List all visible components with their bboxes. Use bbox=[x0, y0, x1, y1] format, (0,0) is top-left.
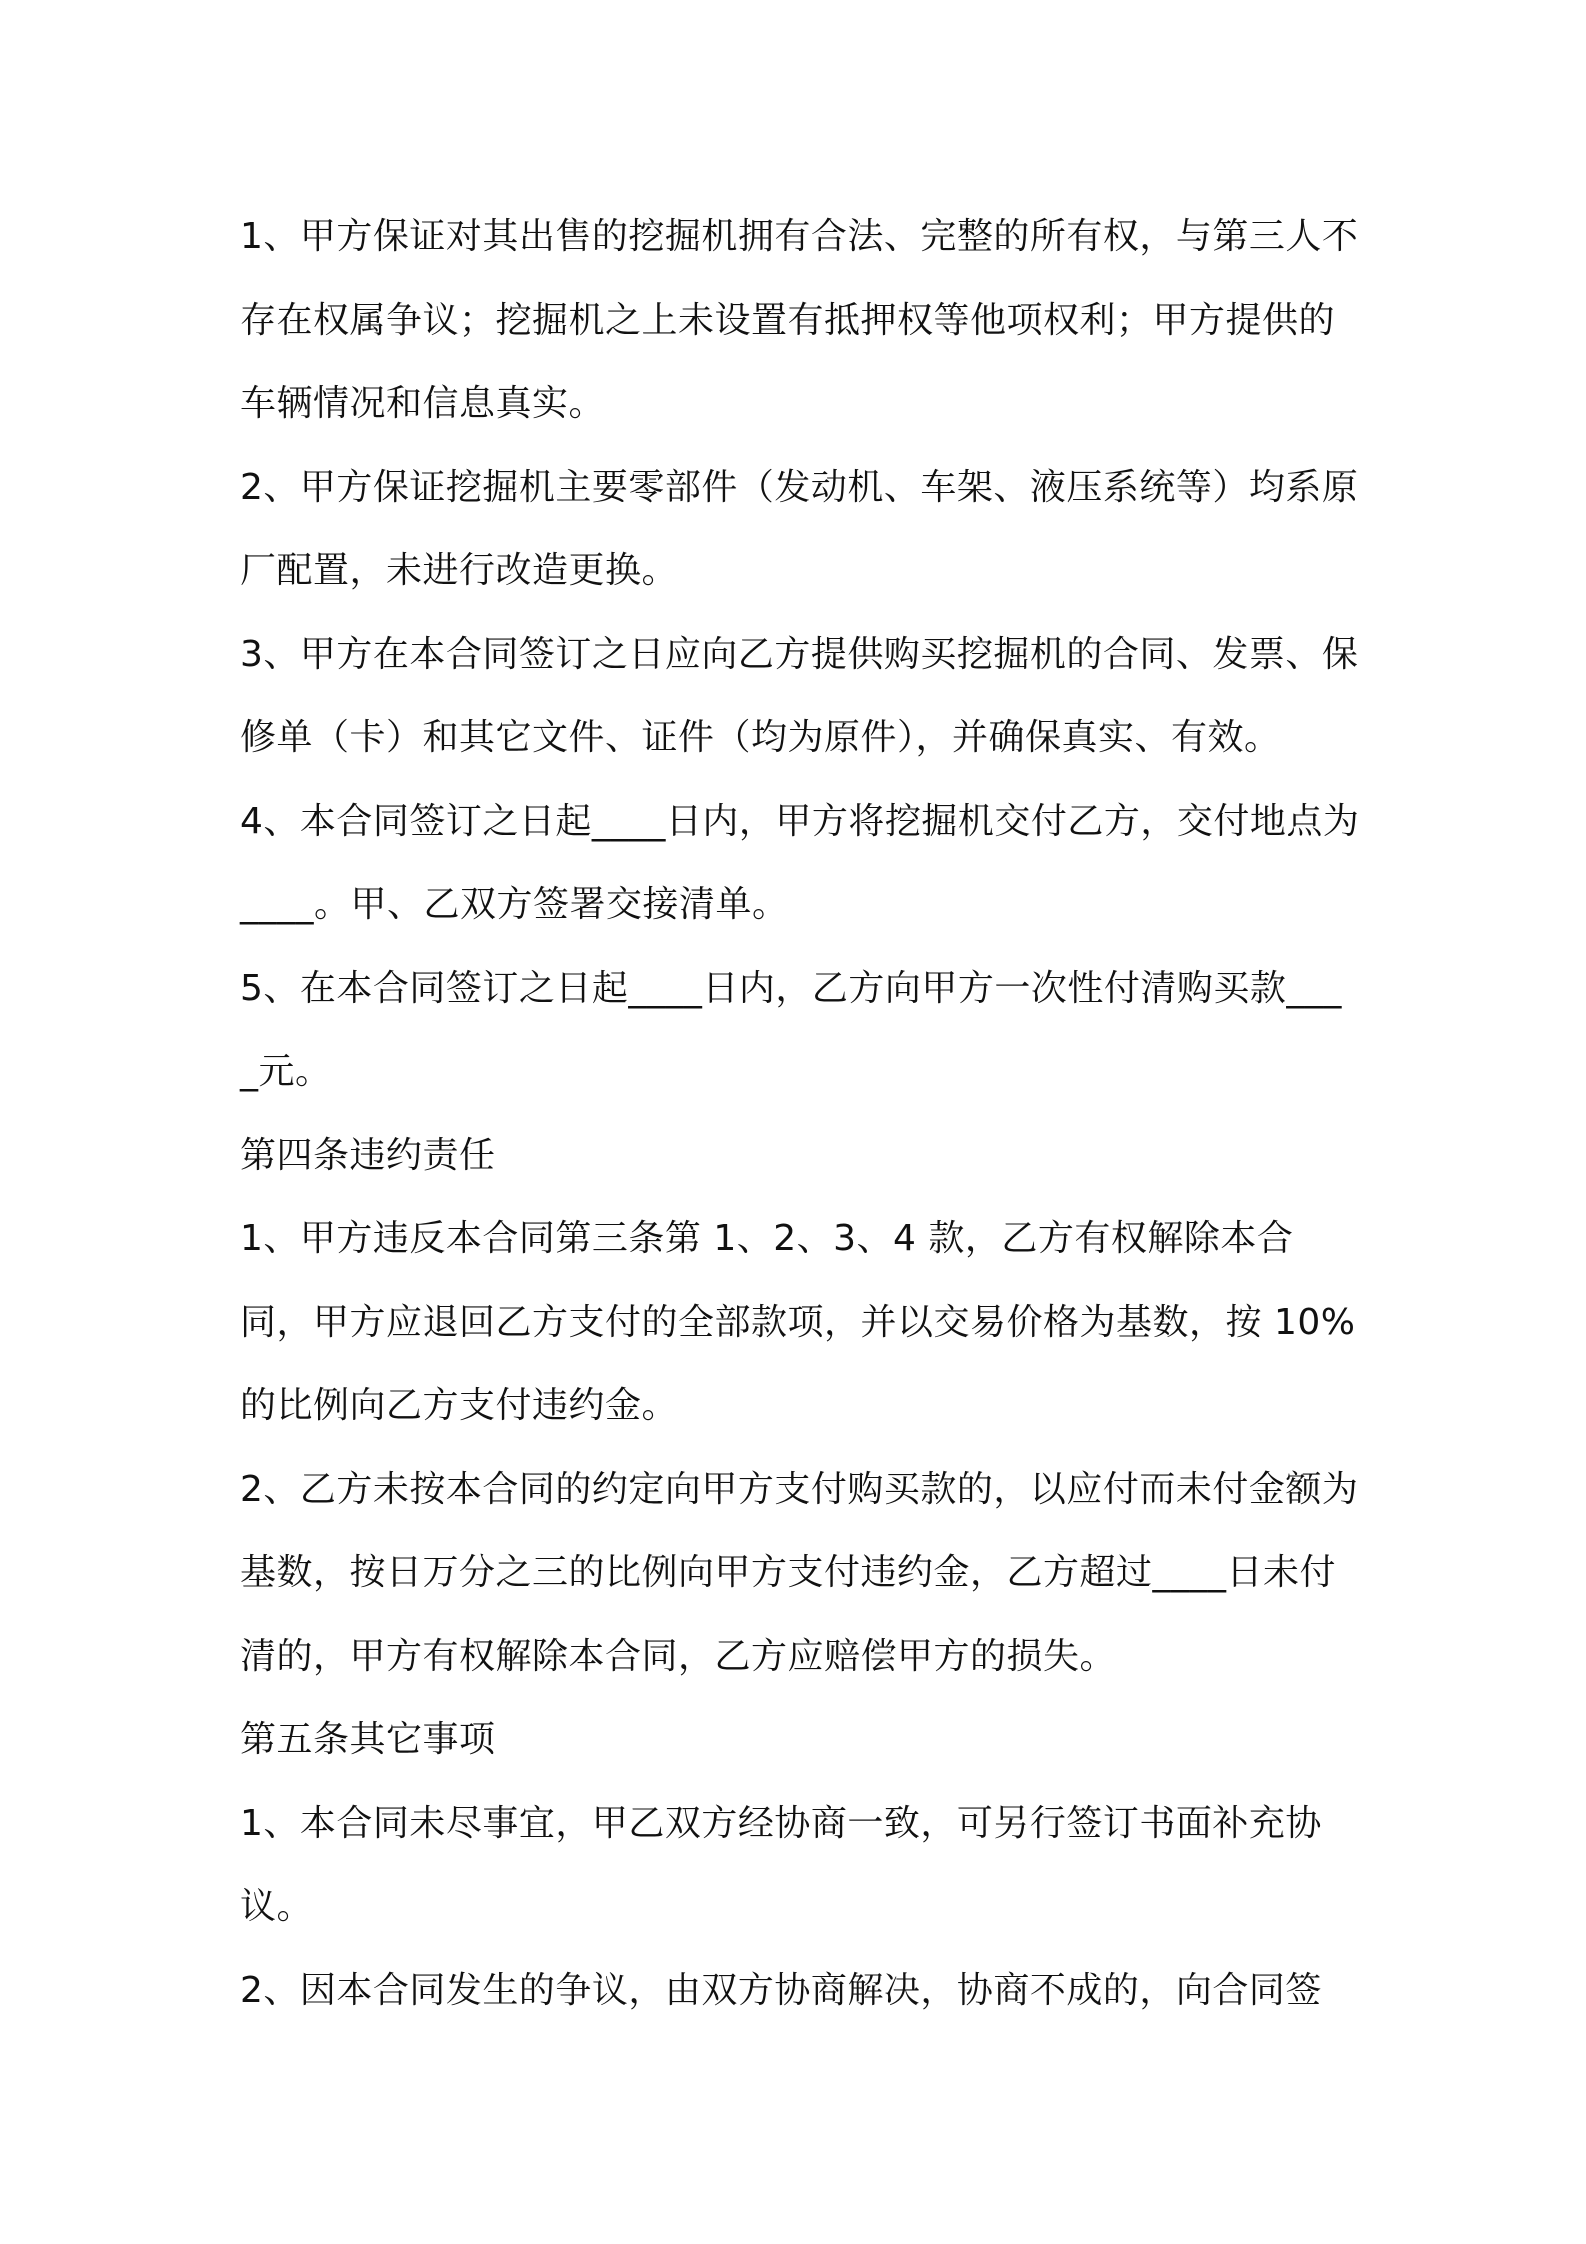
clause-3-1: 1、甲方保证对其出售的挖掘机拥有合法、完整的所有权，与第三人不存在权属争议；挖掘机之上未设置有抵押权等他项权利；甲方提供的车辆情况和信息真实。 bbox=[240, 216, 1359, 424]
clause-5-1: 1、本合同未尽事宜，甲乙双方经协商一致，可另行签订书面补充协议。 bbox=[240, 1802, 1322, 1927]
clause-3-4: 4、本合同签订之日起____日内，甲方将挖掘机交付乙方，交付地点为____。甲、乙双方签署交接清单。 bbox=[240, 800, 1360, 925]
clause-3-2: 2、甲方保证挖掘机主要零部件（发动机、车架、液压系统等）均系原厂配置，未进行改造更换。 bbox=[240, 466, 1359, 591]
article-5-heading: 第五条其它事项 bbox=[240, 1719, 496, 1760]
clause-5-2: 2、因本合同发生的争议，由双方协商解决，协商不成的，向合同签 bbox=[240, 1969, 1322, 2011]
clause-3-5: 5、在本合同签订之日起____日内，乙方向甲方一次性付清购买款____元。 bbox=[240, 967, 1342, 1092]
clause-4-2: 2、乙方未按本合同的约定向甲方支付购买款的，以应付而未付金额为基数，按日万分之三的比例向甲方支付违约金，乙方超过____日未付清的，甲方有权解除本合同，乙方应赔偿甲方的损失。 bbox=[240, 1468, 1359, 1677]
document-body bbox=[240, 195, 1360, 2032]
clause-3-3: 3、甲方在本合同签订之日应向乙方提供购买挖掘机的合同、发票、保修单（卡）和其它文件、证件（均为原件），并确保真实、有效。 bbox=[240, 633, 1359, 758]
clause-4-1: 1、甲方违反本合同第三条第 1、2、3、4 款，乙方有权解除本合同，甲方应退回乙方支付的全部款项，并以交易价格为基数，按 10%的比例向乙方支付违约金。 bbox=[240, 1218, 1356, 1426]
article-4-heading: 第四条违约责任 bbox=[240, 1134, 496, 1176]
